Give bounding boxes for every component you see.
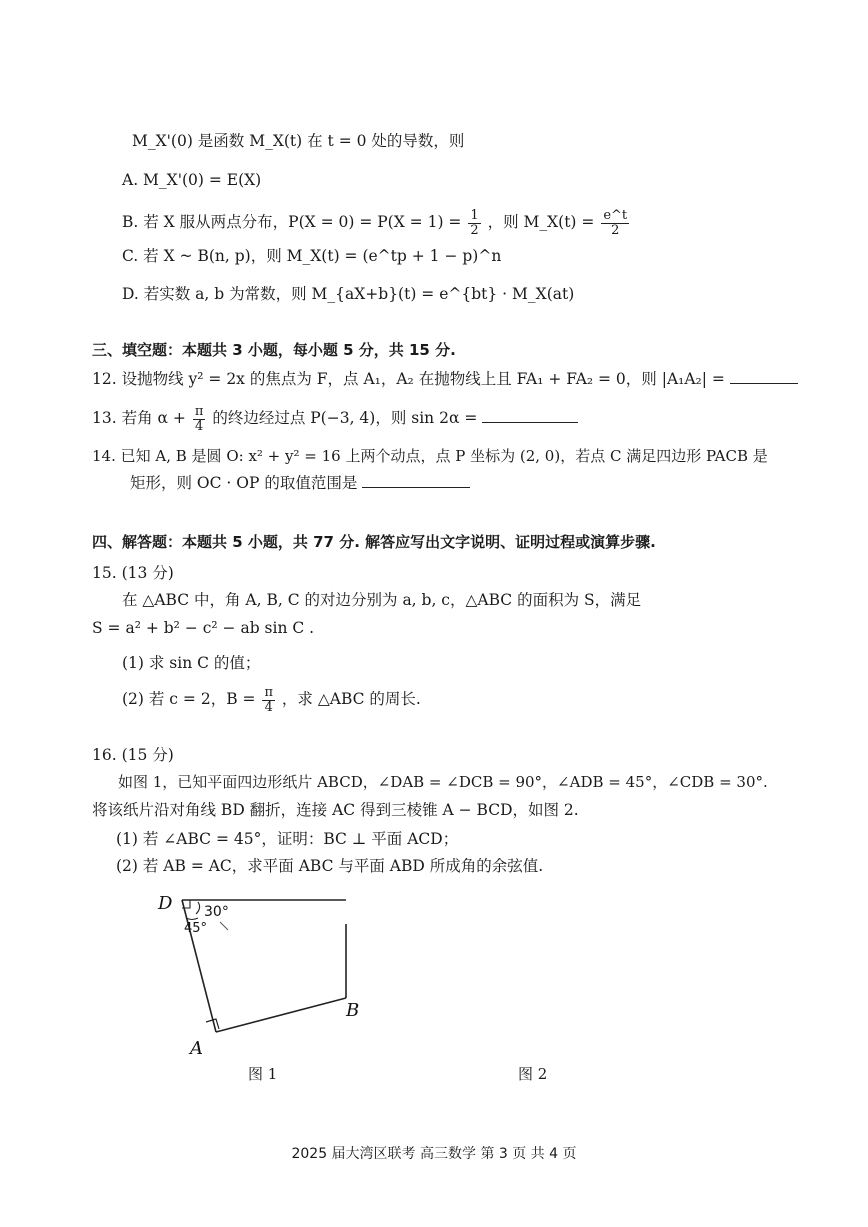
section4-header: 四、解答题：本题共 5 小题，共 77 分. 解答应写出文字说明、证明过程或演算步骤. (92, 533, 656, 551)
label-d: D (158, 893, 173, 914)
q15-p2-post: ，求 △ABC 的周长. (281, 690, 421, 708)
option-b-fraction (468, 209, 480, 238)
q15-line1: 在 △ABC 中，角 A, B, C 的对边分别为 a, b, c，△ABC 的面积为 S，满足 (122, 591, 642, 609)
q14-line1: 14. 已知 A, B 是圆 O: x² + y² = 16 上两个动点，点 P 坐标为 (2, 0)，若点 C 满足四边形 PACB 是 (92, 447, 768, 465)
q16-line1: 如图 1，已知平面四边形纸片 ABCD，∠DAB = ∠DCB = 90°，∠ADB = 45°，∠CDB = 30°. (118, 773, 768, 791)
frac-den: 4 (264, 699, 273, 715)
question-13 (92, 401, 578, 435)
q16-part1: (1) 若 ∠ABC = 45°，证明：BC ⊥ 平面 ACD； (116, 830, 459, 848)
label-angle-45: 45° (184, 921, 208, 936)
q15-part1: (1) 求 sin C 的值； (122, 654, 261, 672)
q16-title: 16. (15 分) (92, 746, 174, 764)
right-angle-mark (206, 1019, 219, 1029)
question-14-line2 (130, 473, 470, 493)
q15-title: 15. (13 分) (92, 564, 174, 582)
q13-pre: 13. 若角 α + (92, 409, 186, 427)
q13-fraction (193, 405, 206, 434)
option-b-mid: ，则 M_X(t) = (487, 213, 595, 231)
option-a: A. M_X'(0) = E(X) (122, 171, 262, 189)
label-b: B (346, 1000, 360, 1021)
option-b-pre: B. 若 X 服从两点分布，P(X = 0) = P(X = 1) = (122, 213, 462, 231)
q16-part2: (2) 若 AB = AC，求平面 ABC 与平面 ABD 所成角的余弦值. (116, 857, 544, 875)
figure-2-caption: 图 2 (518, 1065, 548, 1083)
dash-mark (220, 922, 228, 930)
answer-blank-12[interactable] (730, 369, 798, 384)
q13-post: 的终边经过点 P(−3, 4)，则 sin 2α = (212, 409, 478, 427)
option-b (122, 207, 631, 237)
q12-text: 12. 设抛物线 y² = 2x 的焦点为 F，点 A₁，A₂ 在抛物线上且 FA₁ + FA₂ = 0，则 |A₁A₂| = (92, 370, 725, 388)
question-12 (92, 369, 798, 389)
intro-line: M_X'(0) 是函数 M_X(t) 在 t = 0 处的导数，则 (132, 132, 465, 150)
frac-num: π (194, 403, 204, 419)
frac-num: 1 (470, 207, 479, 223)
q15-line2: S = a² + b² − c² − ab sin C . (92, 619, 315, 637)
edge-ba (216, 998, 346, 1032)
option-c: C. 若 X ~ B(n, p)，则 M_X(t) = (e^tp + 1 − p)^n (122, 247, 502, 265)
label-a: A (190, 1038, 203, 1059)
option-d: D. 若实数 a, b 为常数，则 M_{aX+b}(t) = e^{bt} · M_X(at) (122, 285, 575, 303)
answer-blank-14[interactable] (362, 473, 470, 488)
frac-num: e^t (603, 207, 628, 223)
frac-den: 2 (470, 222, 479, 238)
q15-part2 (122, 682, 421, 716)
frac-num: π (264, 684, 273, 700)
angle-arc-30 (196, 902, 200, 914)
frac-den: 2 (611, 222, 620, 238)
label-angle-30: 30° (204, 904, 229, 920)
figure-1-caption: 图 1 (248, 1065, 278, 1083)
section3-header: 三、填空题：本题共 3 小题，每小题 5 分，共 15 分. (92, 341, 456, 359)
page-footer: 2025 届大湾区联考 高三数学 第 3 页 共 4 页 (291, 1146, 577, 1162)
q15-p2-pre: (2) 若 c = 2，B = (122, 690, 256, 708)
option-b-fraction-2 (601, 209, 629, 238)
q14-line2-text: 矩形，则 OC · OP 的取值范围是 (130, 474, 358, 492)
frac-den: 4 (194, 418, 204, 434)
figure-1-quadrilateral (150, 888, 380, 1063)
answer-blank-13[interactable] (482, 408, 578, 423)
q16-line2: 将该纸片沿对角线 BD 翻折，连接 AC 得到三棱锥 A − BCD，如图 2. (92, 801, 579, 819)
angle-arc-45 (186, 918, 198, 920)
q15-p2-fraction (262, 686, 275, 715)
